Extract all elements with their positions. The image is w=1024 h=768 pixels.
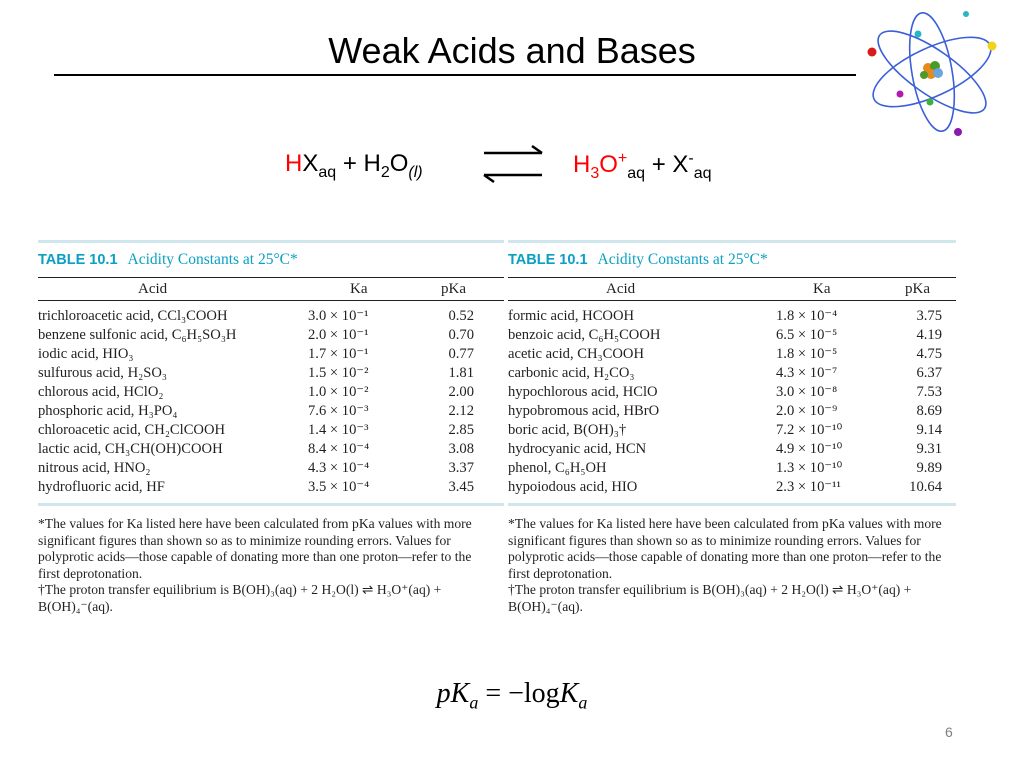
acid-name: hypobromous acid, HBrO: [508, 403, 660, 419]
eq-plus-x: + X: [645, 151, 689, 178]
page-number: 6: [945, 724, 953, 740]
ka-value: 1.3 × 10⁻¹⁰: [776, 460, 843, 476]
col-ka: Ka: [813, 281, 831, 297]
acid-name: hydrocyanic acid, HCN: [508, 441, 647, 457]
eq-aq-right2: aq: [693, 164, 712, 182]
acid-name: carbonic acid, H₂CO₃: [508, 365, 635, 381]
col-pka: pKa: [441, 281, 466, 297]
ka-value: 1.8 × 10⁻⁴: [776, 308, 838, 324]
table-caption: [38, 243, 504, 277]
pka-value: 9.14: [916, 422, 942, 438]
acid-name: chloroacetic acid, CH₂ClCOOH: [38, 422, 226, 438]
table-footnote: [38, 506, 504, 615]
table-row: [38, 440, 504, 459]
acid-name: acetic acid, CH₃COOH: [508, 346, 644, 362]
table-row: [38, 459, 504, 478]
pka-value: 0.52: [448, 308, 474, 324]
table-row: [508, 364, 956, 383]
table-footnote: [508, 506, 956, 615]
table-title: Acidity Constants at 25°C*: [127, 251, 298, 268]
footnote-values: *The values for Ka listed here have been calculated from pKa values with more significant figures than shown so as to minimize rounding errors. Values for polyprotic acids—those capable of donating more than one proton—refer to the first deprotonation.: [508, 516, 942, 581]
ka-value: 3.5 × 10⁻⁴: [308, 479, 370, 495]
eq-h-right: H: [573, 151, 591, 178]
eq-aq-left: aq: [318, 163, 337, 181]
pka-value: 2.12: [448, 403, 474, 419]
ka-value: 3.0 × 10⁻⁸: [776, 384, 838, 400]
formula-k: K: [450, 678, 470, 709]
footnote-values: *The values for Ka listed here have been calculated from pKa values with more significant figures than shown so as to minimize rounding errors. Values for polyprotic acids—those capable of donating more than one proton—refer to the first deprotonation.: [38, 516, 472, 581]
table-row: [38, 364, 504, 383]
pka-value: 9.31: [916, 441, 942, 457]
eq-h-left: H: [285, 150, 303, 177]
ka-value: 4.9 × 10⁻¹⁰: [776, 441, 843, 457]
col-acid: Acid: [138, 281, 168, 297]
table-body: [38, 301, 504, 503]
acid-name: nitrous acid, HNO₂: [38, 460, 151, 476]
pka-value: 7.53: [916, 384, 942, 400]
table-row: [38, 383, 504, 402]
col-ka: Ka: [350, 281, 368, 297]
eq-h3-sub: 3: [590, 164, 600, 182]
pka-value: 3.45: [448, 479, 474, 495]
acidity-table-left: [38, 240, 504, 615]
ka-value: 7.2 × 10⁻¹⁰: [776, 422, 843, 438]
pka-value: 4.75: [916, 346, 942, 362]
table-row: [38, 421, 504, 440]
reaction-reactants: [285, 150, 423, 182]
eq-water-o: O: [389, 150, 409, 177]
acid-name: benzoic acid, C₆H₅COOH: [508, 327, 661, 343]
table-row: [508, 307, 956, 326]
ka-value: 1.5 × 10⁻²: [308, 365, 369, 381]
ka-value: 1.8 × 10⁻⁵: [776, 346, 838, 362]
table-column-headers: [38, 278, 504, 300]
table-label: TABLE 10.1: [38, 252, 118, 268]
formula-a2: a: [578, 692, 588, 713]
acid-name: benzene sulfonic acid, C₆H₅SO₃H: [38, 327, 237, 343]
atom-icon: [862, 6, 1004, 136]
acid-name: hypoiodous acid, HIO: [508, 479, 638, 495]
eq-plus-charge: +: [617, 150, 628, 167]
slide-title: Weak Acids and Bases: [328, 30, 696, 71]
title-underline: [54, 74, 856, 76]
pka-value: 2.00: [448, 384, 474, 400]
pka-value: 10.64: [909, 479, 942, 495]
table-row: [508, 421, 956, 440]
table-row: [508, 326, 956, 345]
eq-water-sub: 2: [380, 163, 390, 181]
equilibrium-arrows-icon: [480, 143, 546, 185]
formula-k2: K: [559, 678, 579, 709]
table-body: [508, 301, 956, 503]
acid-name: sulfurous acid, H₂SO₃: [38, 365, 167, 381]
ka-value: 2.3 × 10⁻¹¹: [776, 479, 841, 495]
ka-value: 7.6 × 10⁻³: [308, 403, 369, 419]
ka-value: 2.0 × 10⁻¹: [308, 327, 369, 343]
pka-value: 4.19: [916, 327, 942, 343]
acid-name: trichloroacetic acid, CCl₃COOH: [38, 308, 228, 324]
table-row: [508, 402, 956, 421]
reaction-products: [573, 150, 712, 183]
pka-value: 3.37: [448, 460, 474, 476]
pka-value: 1.81: [448, 365, 474, 381]
ka-value: 3.0 × 10⁻¹: [308, 308, 369, 324]
table-row: [38, 478, 504, 497]
table-row: [508, 478, 956, 497]
table-row: [508, 440, 956, 459]
eq-o-right: O: [599, 151, 618, 178]
pka-value: 9.89: [916, 460, 942, 476]
acid-name: formic acid, HCOOH: [508, 308, 635, 324]
table-row: [38, 402, 504, 421]
table-row: [38, 326, 504, 345]
formula-eq-log: = −log: [478, 678, 560, 709]
table-row: [38, 307, 504, 326]
acid-name: iodic acid, HIO₃: [38, 346, 134, 362]
eq-liquid: (l): [408, 163, 423, 181]
formula-p: p: [436, 678, 451, 709]
table-caption: [508, 243, 956, 277]
ka-value: 4.3 × 10⁻⁷: [776, 365, 838, 381]
eq-aq-right: aq: [627, 164, 646, 182]
formula-a: a: [469, 692, 479, 713]
footnote-boric: †The proton transfer equilibrium is B(OH)₃(aq) + 2 H₂O(l) ⇌ H₃O⁺(aq) + B(OH)₄⁻(aq).: [38, 582, 442, 614]
table-row: [508, 459, 956, 478]
pka-value: 3.08: [448, 441, 474, 457]
acid-name: boric acid, B(OH)₃†: [508, 422, 627, 438]
table-row: [508, 383, 956, 402]
acid-name: phosphoric acid, H₃PO₄: [38, 403, 178, 419]
ka-value: 8.4 × 10⁻⁴: [308, 441, 370, 457]
ka-value: 1.4 × 10⁻³: [308, 422, 369, 438]
ka-value: 4.3 × 10⁻⁴: [308, 460, 370, 476]
pka-value: 8.69: [916, 403, 942, 419]
acid-name: hypochlorous acid, HClO: [508, 384, 658, 400]
ka-value: 1.0 × 10⁻²: [308, 384, 369, 400]
footnote-boric: †The proton transfer equilibrium is B(OH)₃(aq) + 2 H₂O(l) ⇌ H₃O⁺(aq) + B(OH)₄⁻(aq).: [508, 582, 912, 614]
acidity-table-right: [508, 240, 956, 615]
table-label: TABLE 10.1: [508, 252, 588, 268]
ka-value: 1.7 × 10⁻¹: [308, 346, 369, 362]
pka-formula: [0, 678, 1024, 714]
pka-value: 0.70: [448, 327, 474, 343]
col-pka: pKa: [905, 281, 930, 297]
table-row: [38, 345, 504, 364]
pka-value: 6.37: [916, 365, 942, 381]
table-title: Acidity Constants at 25°C*: [597, 251, 768, 268]
acid-name: lactic acid, CH₃CH(OH)COOH: [38, 441, 223, 457]
acid-name: phenol, C₆H₅OH: [508, 460, 607, 476]
eq-plus-water: + H: [336, 150, 381, 177]
pka-value: 2.85: [448, 422, 474, 438]
ka-value: 6.5 × 10⁻⁵: [776, 327, 838, 343]
acid-name: chlorous acid, HClO₂: [38, 384, 164, 400]
pka-value: 3.75: [916, 308, 942, 324]
table-column-headers: [508, 278, 956, 300]
table-row: [508, 345, 956, 364]
eq-x-left: X: [302, 150, 319, 177]
eq-minus-charge: -: [688, 150, 694, 167]
col-acid: Acid: [606, 281, 636, 297]
pka-value: 0.77: [448, 346, 474, 362]
acid-name: hydrofluoric acid, HF: [38, 479, 165, 495]
ka-value: 2.0 × 10⁻⁹: [776, 403, 838, 419]
